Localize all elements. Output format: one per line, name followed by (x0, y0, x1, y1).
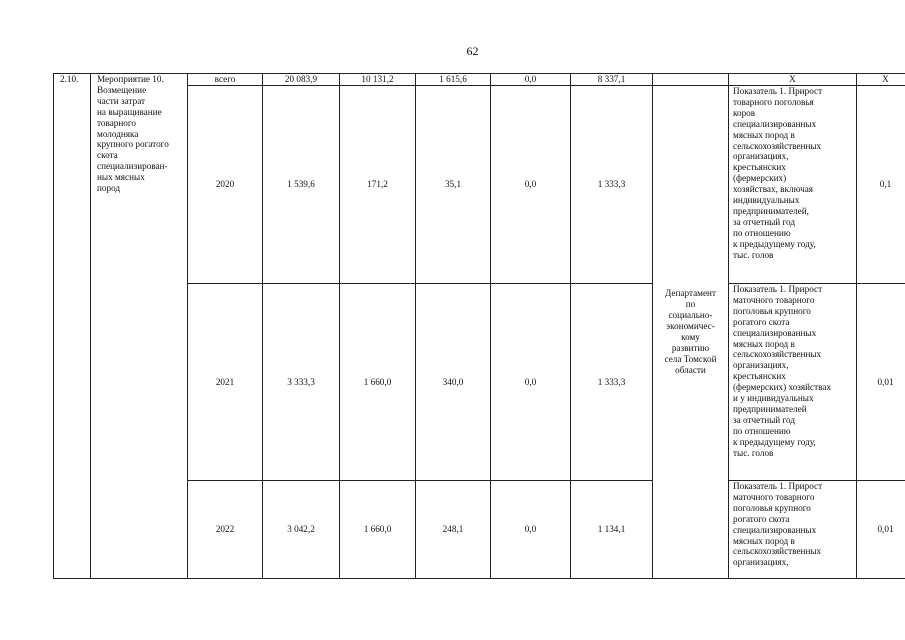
value-cell: 1 333,3 (571, 86, 653, 284)
indicator-text-line: хозяйствах, включая (733, 184, 814, 195)
measure-text-line: на выращивание (97, 106, 162, 117)
year-cell: 2021 (188, 284, 263, 481)
value-cell: 0,0 (491, 74, 571, 86)
value-cell: 340,0 (416, 284, 491, 481)
department-text-line: по (685, 299, 696, 310)
indicator-text-line: рогатого скота (733, 316, 790, 327)
indicator-text-line: рогатого скота (733, 513, 790, 524)
department-text-line: развитию (671, 342, 710, 353)
indicator-text-line: специализированных (733, 524, 817, 535)
indicator-text-line: тыс. голов (733, 447, 774, 458)
program-measures-table (53, 73, 905, 579)
value-cell: 3 333,3 (263, 284, 340, 481)
measure-description (91, 74, 188, 579)
value-cell: 248,1 (416, 481, 491, 579)
value-cell: 1 660,0 (340, 284, 416, 481)
indicator-description (729, 86, 857, 284)
value-cell: 10 131,2 (340, 74, 416, 86)
indicator-text-line: к предыдущему году, (733, 238, 816, 249)
indicator-text-line: за отчетный год (733, 414, 796, 425)
year-cell: 2020 (188, 86, 263, 284)
indicator-text-line: предпринимателей, (733, 205, 809, 216)
indicator-text-line: сельскохозяйственных (733, 349, 822, 360)
indicator-value-cell: 0,01 (857, 481, 905, 579)
indicator-text-line: коров (733, 107, 756, 118)
department-text-line: села Томской (664, 353, 717, 364)
department-text-line: экономичес- (666, 321, 715, 332)
indicator-cell: Х (729, 74, 857, 86)
value-cell: 0,0 (491, 481, 571, 579)
value-cell: 1 333,3 (571, 284, 653, 481)
indicator-text-line: крестьянских (733, 371, 786, 382)
measure-text-line: ных мясных (97, 172, 145, 183)
value-cell: 1 539,6 (263, 86, 340, 284)
indicator-text-line: маточного товарного (733, 491, 815, 502)
department-text-line: Департамент (665, 288, 716, 299)
year-cell: 2022 (188, 481, 263, 579)
measure-text-line: части затрат (97, 95, 146, 106)
indicator-text-line: организациях, (733, 360, 789, 371)
period-cell: всего (188, 74, 263, 86)
indicator-text-line: предпринимателей (733, 403, 807, 414)
measure-number: 2.10. (54, 74, 91, 579)
indicator-text-line: тыс. голов (733, 249, 774, 260)
indicator-value-cell: 0,01 (857, 284, 905, 481)
indicator-description (729, 481, 857, 579)
indicator-value-cell: 0,1 (857, 86, 905, 284)
value-cell: 1 660,0 (340, 481, 416, 579)
value-cell: 1 615,6 (416, 74, 491, 86)
indicator-description (729, 284, 857, 481)
indicator-text-line: за отчетный год (733, 216, 796, 227)
value-cell: 35,1 (416, 86, 491, 284)
page-number: 62 (466, 44, 479, 58)
indicator-text-line: (фермерских) хозяйствах (733, 382, 832, 393)
indicator-text-line: крестьянских (733, 162, 786, 173)
indicator-text-line: поголовья крупного (733, 502, 811, 513)
indicator-text-line: мясных пород в (733, 338, 795, 349)
measure-text-line: крупного рогатого (97, 139, 169, 150)
value-cell: 171,2 (340, 86, 416, 284)
measure-text-line: специализирован- (97, 161, 168, 172)
value-cell: 8 337,1 (571, 74, 653, 86)
indicator-text-line: сельскохозяйственных (733, 140, 822, 151)
indicator-value-cell: Х (857, 74, 905, 86)
indicator-text-line: сельскохозяйственных (733, 546, 822, 557)
measure-text-line: товарного (97, 117, 137, 128)
indicator-text-line: по отношению (733, 227, 791, 238)
indicator-text-line: (фермерских) (733, 173, 787, 184)
indicator-text-line: к предыдущему году, (733, 436, 816, 447)
indicator-text-line: маточного товарного (733, 294, 815, 305)
value-cell: 20 083,9 (263, 74, 340, 86)
department-text-line: области (675, 364, 706, 375)
responsible-cell-empty (653, 74, 729, 86)
responsible-department (653, 86, 729, 579)
indicator-text-line: организациях, (733, 151, 789, 162)
indicator-text-line: мясных пород в (733, 129, 795, 140)
measure-text-line: Мероприятие 10. (97, 74, 164, 84)
measure-text-line: скота (97, 150, 118, 161)
indicator-text-line: индивидуальных (733, 195, 800, 206)
indicator-text-line: Показатель 1. Прирост (733, 86, 823, 96)
indicator-text-line: поголовья крупного (733, 305, 811, 316)
indicator-text-line: специализированных (733, 118, 817, 129)
measure-text-line: молодняка (97, 128, 139, 139)
measure-text-line: пород (97, 183, 121, 194)
indicator-text-line: по отношению (733, 425, 791, 436)
department-text-line: кому (681, 332, 700, 342)
value-cell: 1 134,1 (571, 481, 653, 579)
value-cell: 0,0 (491, 284, 571, 481)
indicator-text-line: Показатель 1. Прирост (733, 481, 823, 491)
department-text-line: социально- (668, 310, 713, 321)
indicator-text-line: организациях, (733, 557, 789, 568)
indicator-text-line: мясных пород в (733, 535, 795, 546)
table-row-total (54, 74, 905, 86)
indicator-text-line: и у индивидуальных (733, 393, 814, 404)
indicator-text-line: специализированных (733, 327, 817, 338)
indicator-text-line: Показатель 1. Прирост (733, 284, 823, 294)
measure-text-line: Возмещение (97, 84, 147, 95)
indicator-text-line: товарного поголовья (733, 96, 814, 107)
value-cell: 0,0 (491, 86, 571, 284)
value-cell: 3 042,2 (263, 481, 340, 579)
